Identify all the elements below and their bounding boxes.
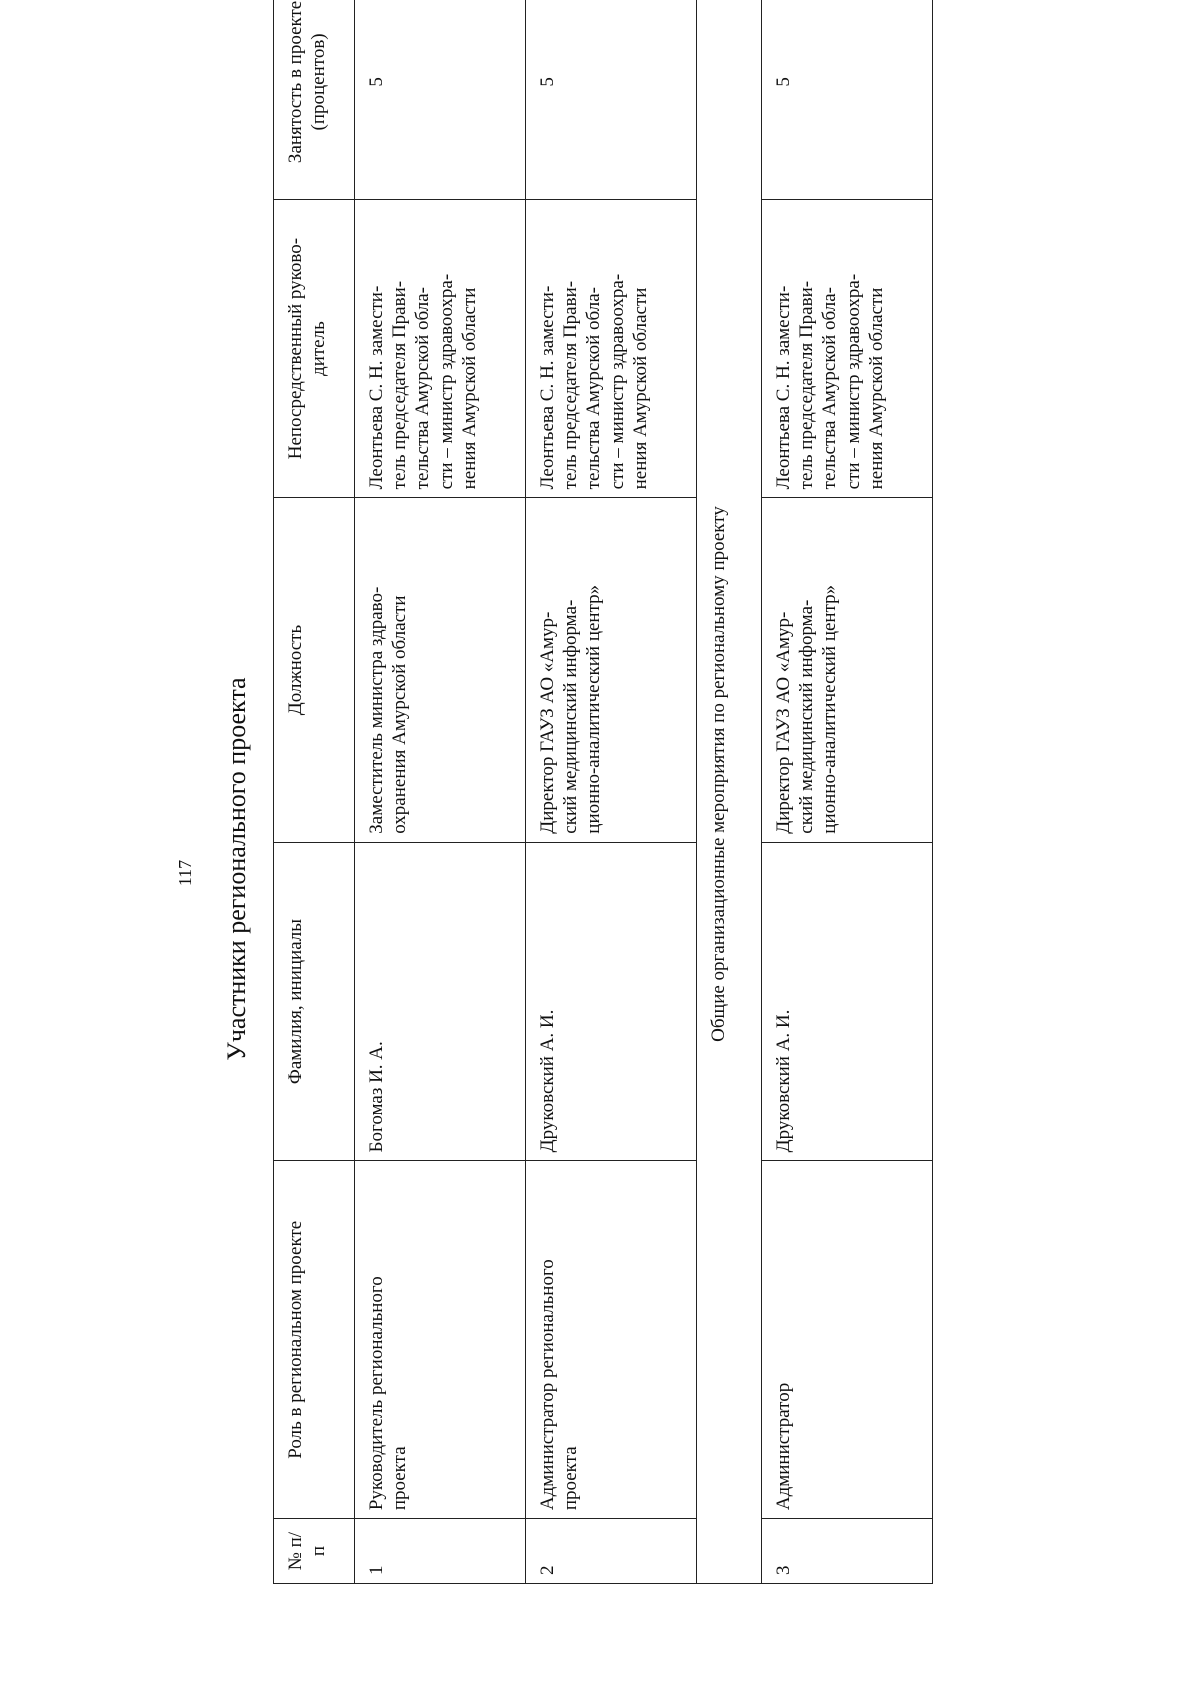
row-name: Друковский А. И. [762,842,933,1161]
table-row [526,0,697,1584]
row-manager: Леонтьева С. Н. замести- тель председателя Прави- тельства Амурской обла- сти – министр здравоохра- нения Амурской области [355,199,526,498]
row-manager: Леонтьева С. Н. замести- тель председателя Прави- тельства Амурской обла- сти – министр здравоохра- нения Амурской области [762,199,933,498]
row-name: Богомаз И. А. [355,842,526,1161]
section-title: Общие организационные мероприятия по региональному проекту [697,0,762,1584]
row-role: Администратор [762,1161,933,1519]
row-position: Заместитель министра здраво- охранения Амурской области [355,498,526,842]
row-role: Администратор регионального проекта [526,1161,697,1519]
header-employment: Занятость в проекте (процентов) [274,0,355,199]
participants-table [273,0,933,1584]
table-row [355,0,526,1584]
row-employment: 5 [355,0,526,199]
row-num: 2 [526,1519,697,1584]
row-num: 1 [355,1519,526,1584]
table-row [762,0,933,1584]
row-position: Директор ГАУЗ АО «Амур- ский медицинский информа- ционно-аналитический центр» [762,498,933,842]
header-name: Фамилия, инициалы [274,842,355,1161]
header-role: Роль в региональном проекте [274,1161,355,1519]
row-position: Директор ГАУЗ АО «Амур- ский медицинский информа- ционно-аналитический центр» [526,498,697,842]
row-num: 3 [762,1519,933,1584]
page-number: 117 [175,859,195,887]
row-name: Друковский А. И. [526,842,697,1161]
table-header-row [274,0,355,1584]
row-employment: 5 [762,0,933,199]
section-header-row [697,0,762,1584]
row-manager: Леонтьева С. Н. замести- тель председателя Прави- тельства Амурской обла- сти – министр здравоохра- нения Амурской области [526,199,697,498]
row-role: Руководитель регионального проекта [355,1161,526,1519]
row-employment: 5 [526,0,697,199]
header-num: № п/п [274,1519,355,1584]
header-position: Должность [274,498,355,842]
header-manager: Непосредственный руково- дитель [274,199,355,498]
document-title: Участники регионального проекта [222,677,251,1061]
